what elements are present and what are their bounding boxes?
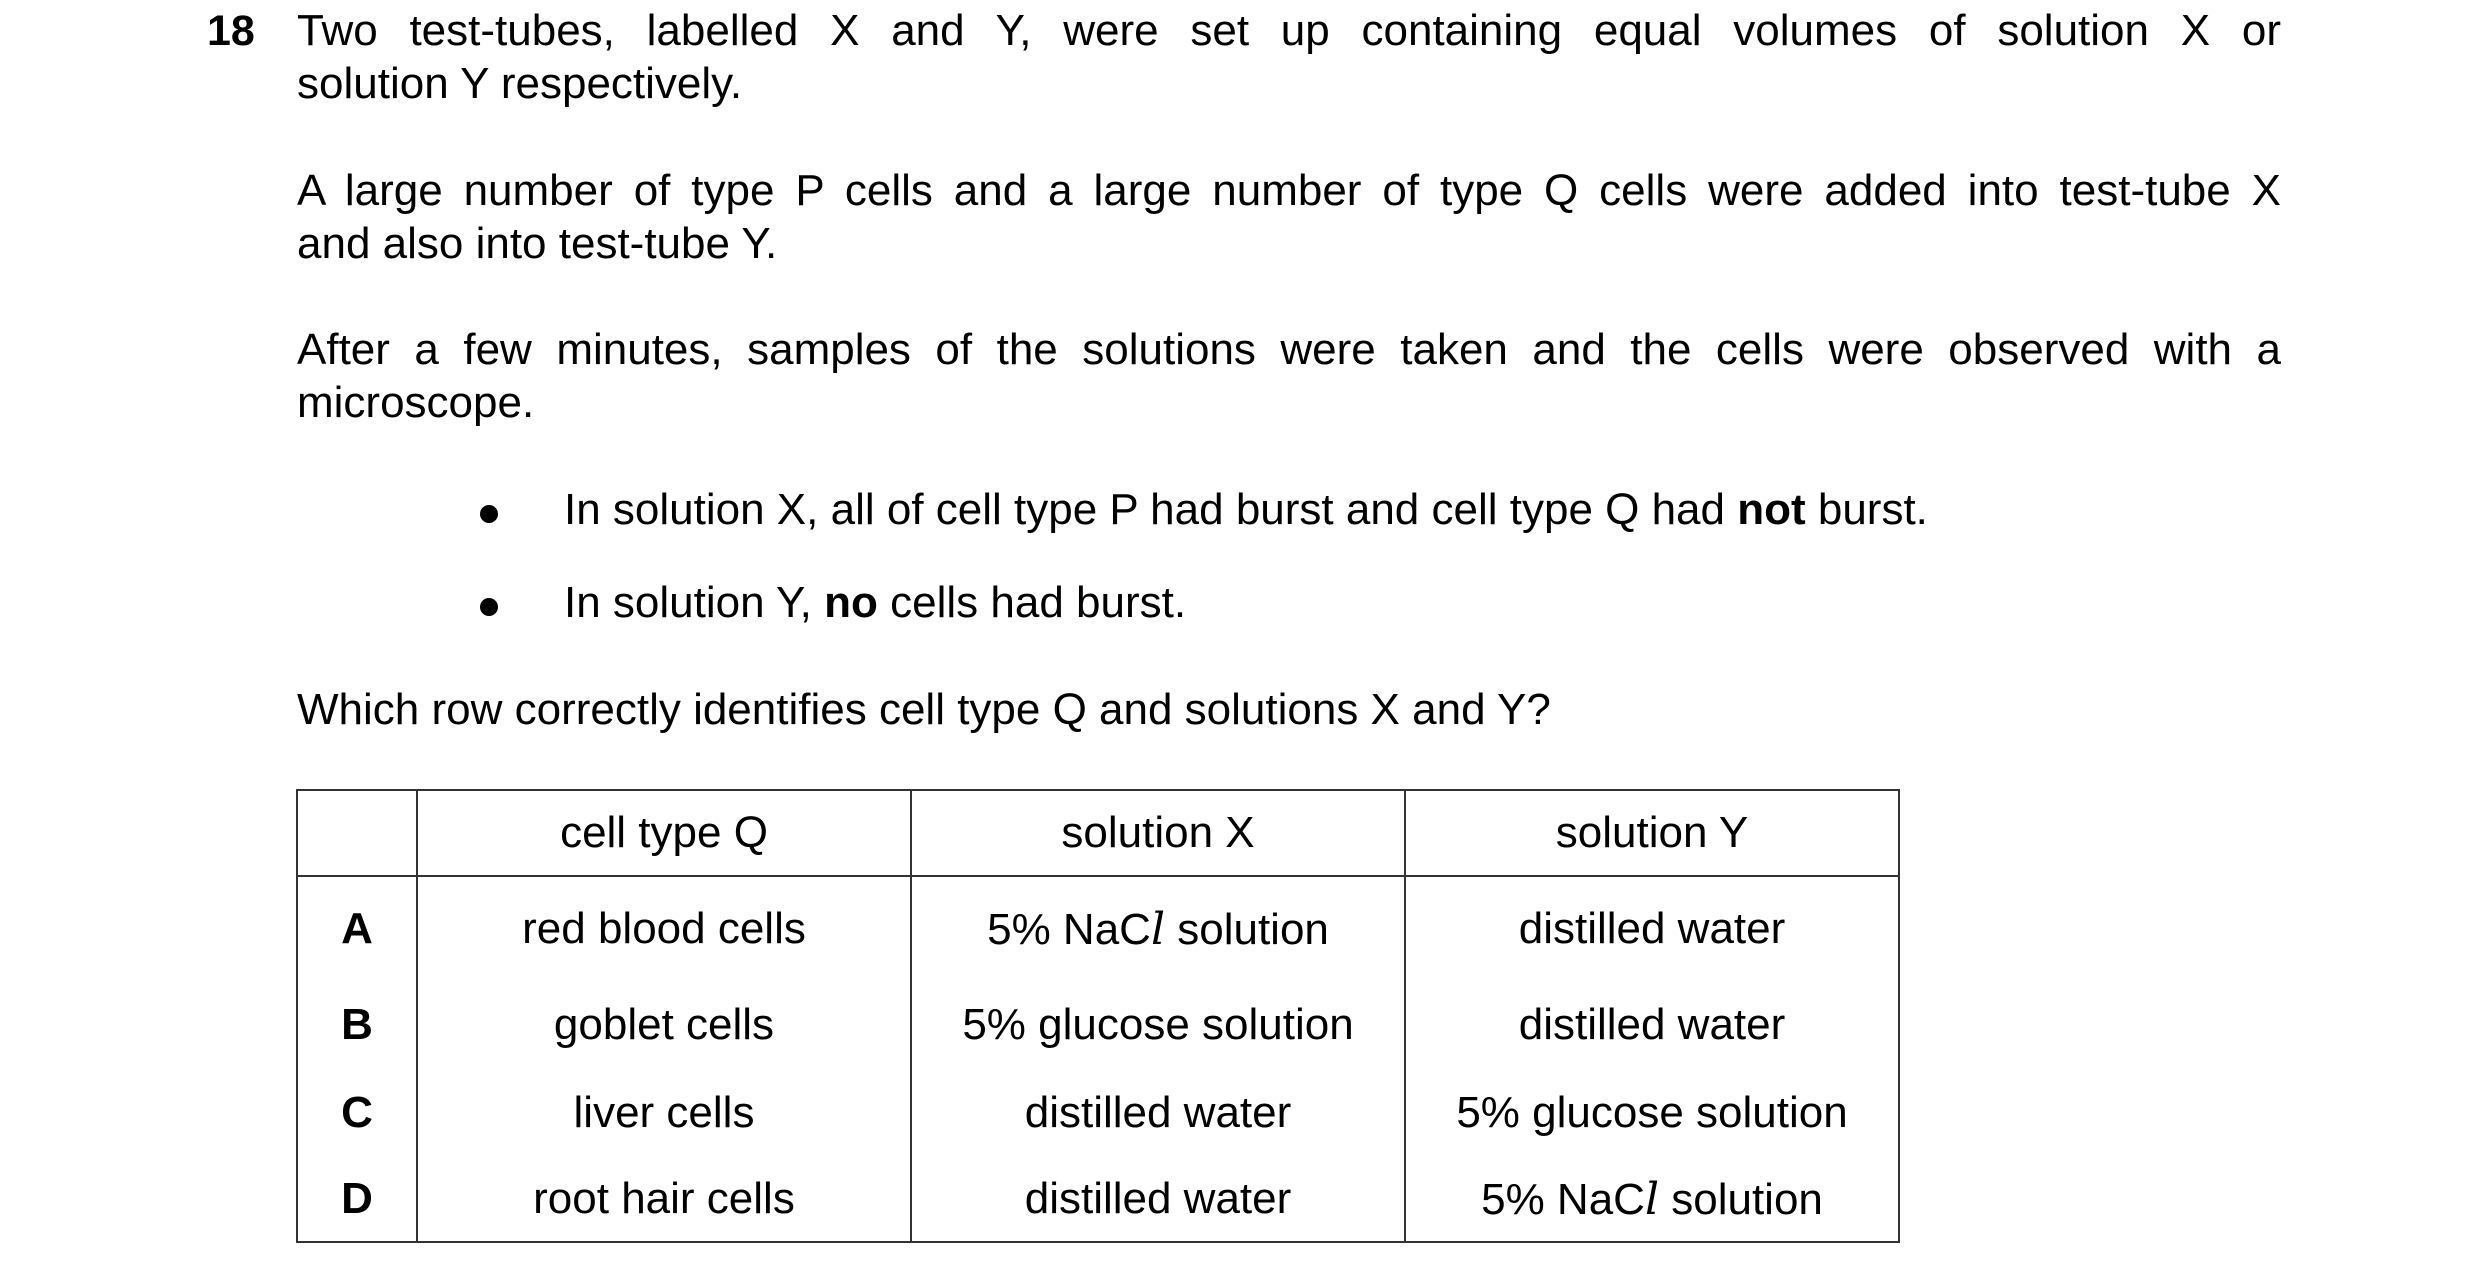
paragraph-observation bbox=[297, 323, 2281, 429]
paragraph-cells-added-line-2: and also into test-tube Y. bbox=[297, 219, 778, 268]
paragraph-cells-added-line-1: A large number of type P cells and a large number of type Q cells were added into test-tube X bbox=[297, 166, 2281, 215]
solution-x-value: 5% glucose solution bbox=[911, 981, 1405, 1069]
bullet-dot-icon bbox=[480, 505, 498, 523]
option-letter: A bbox=[297, 876, 417, 981]
question-prompt: Which row correctly identifies cell type Q and solutions X and Y? bbox=[297, 685, 1551, 734]
table-row[interactable] bbox=[297, 981, 1899, 1069]
paragraph-setup-line-2: solution Y respectively. bbox=[297, 59, 743, 108]
solution-x-value: distilled water bbox=[911, 1157, 1405, 1242]
table-row[interactable] bbox=[297, 1157, 1899, 1242]
question-number: 18 bbox=[207, 7, 255, 55]
option-letter: B bbox=[297, 981, 417, 1069]
cell-type-q-value: goblet cells bbox=[417, 981, 911, 1069]
paragraph-setup bbox=[297, 4, 2281, 110]
table-row[interactable] bbox=[297, 876, 1899, 981]
cell-type-q-value: root hair cells bbox=[417, 1157, 911, 1242]
header-solution-x: solution X bbox=[911, 790, 1405, 876]
bullet-text: In solution Y, no cells had burst. bbox=[564, 578, 1187, 627]
header-blank bbox=[297, 790, 417, 876]
solution-y-value: distilled water bbox=[1405, 876, 1899, 981]
solution-y-value: 5% NaCl solution bbox=[1405, 1157, 1899, 1242]
answer-table bbox=[296, 789, 1900, 1243]
option-letter: D bbox=[297, 1157, 417, 1242]
option-letter: C bbox=[297, 1069, 417, 1157]
table-row[interactable] bbox=[297, 1069, 1899, 1157]
cell-type-q-value: red blood cells bbox=[417, 876, 911, 981]
bullet-dot-icon bbox=[480, 598, 498, 616]
solution-y-value: distilled water bbox=[1405, 981, 1899, 1069]
bullet-text: In solution X, all of cell type P had burst and cell type Q had not burst. bbox=[564, 485, 1928, 534]
header-solution-y: solution Y bbox=[1405, 790, 1899, 876]
solution-x-value: 5% NaCl solution bbox=[911, 876, 1405, 981]
paragraph-observation-line-2: microscope. bbox=[297, 378, 535, 427]
solution-y-value: 5% glucose solution bbox=[1405, 1069, 1899, 1157]
emphasis-no: no bbox=[824, 578, 878, 627]
emphasis-not: not bbox=[1737, 485, 1806, 534]
solution-x-value: distilled water bbox=[911, 1069, 1405, 1157]
table-body bbox=[297, 876, 1899, 1242]
cell-type-q-value: liver cells bbox=[417, 1069, 911, 1157]
paragraph-observation-line-1: After a few minutes, samples of the solutions were taken and the cells were observed with a bbox=[297, 325, 2281, 374]
paragraph-cells-added bbox=[297, 164, 2281, 270]
header-cell-type-q: cell type Q bbox=[417, 790, 911, 876]
paragraph-setup-line-1: Two test-tubes, labelled X and Y, were set up containing equal volumes of solution X or bbox=[297, 6, 2281, 55]
table-header-row bbox=[297, 790, 1899, 876]
